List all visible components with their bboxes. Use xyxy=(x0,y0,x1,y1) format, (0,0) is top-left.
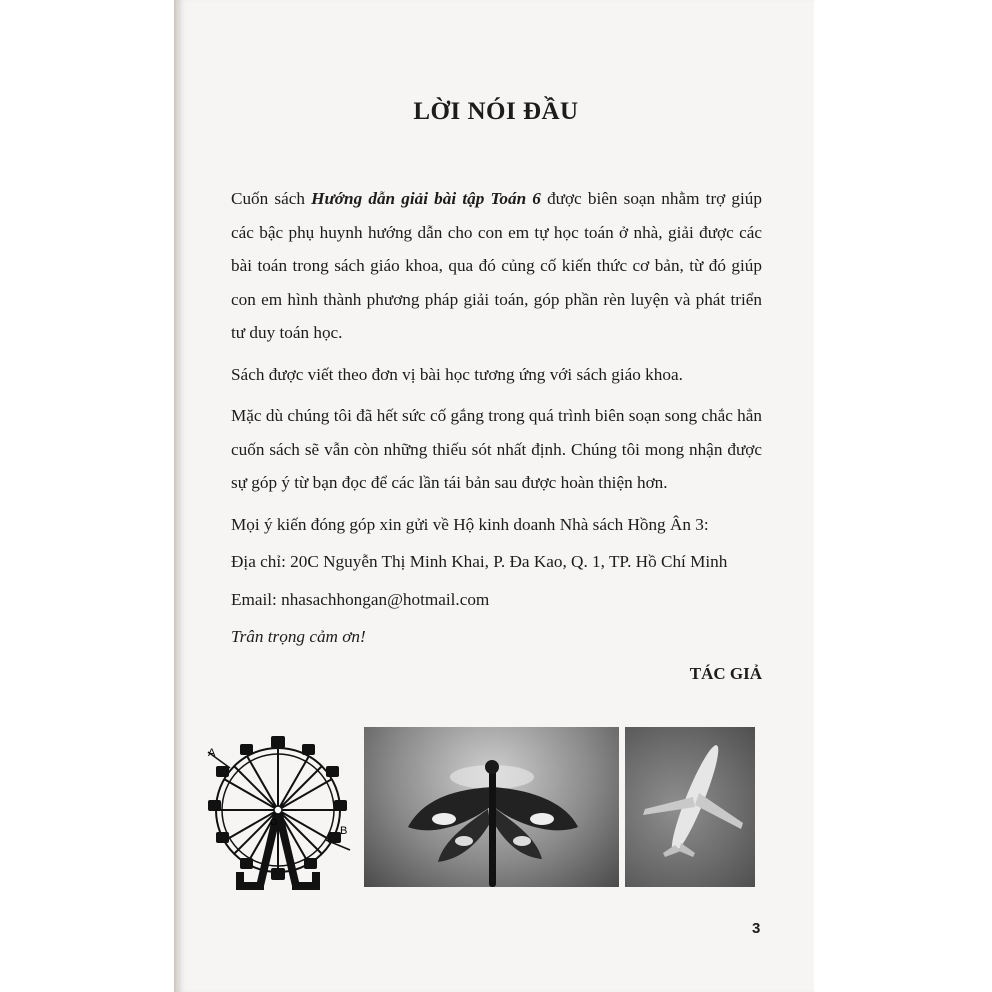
paragraph-structure: Sách được viết theo đơn vị bài học tương ứng với sách giáo khoa. xyxy=(231,364,683,384)
illustrations xyxy=(0,722,992,892)
address-line: Địa chỉ: 20C Nguyễn Thị Minh Khai, P. Đa Kao, Q. 1, TP. Hồ Chí Minh xyxy=(231,552,728,571)
email-line: Email: nhasachhongan@hotmail.com xyxy=(231,589,490,609)
dragonfly-drawing xyxy=(364,727,619,887)
airplane-photo xyxy=(625,727,755,887)
page-title: LỜI NÓI ĐẦU xyxy=(413,98,579,125)
label-a: A xyxy=(208,747,216,759)
book-title: Hướng dẫn giải bài tập Toán 6 xyxy=(311,189,541,208)
preface-body xyxy=(231,182,762,654)
author-signature: TÁC GIẢ xyxy=(689,664,762,683)
paragraph-intro xyxy=(231,182,762,350)
dragonfly-photo xyxy=(364,727,619,887)
intro-text-start: Cuốn sách xyxy=(231,189,312,208)
paragraph-feedback: Mặc dù chúng tôi đã hết sức cố gắng trong quá trình biên soạn song chắc hẳn cuốn sách sẽ vẫn còn những thiếu sót nhất định. Chúng tôi mong nhận được sự góp ý từ bạn đọc để các lần tái bản sau được hoàn thiện hơn. xyxy=(231,406,762,492)
ferris-wheel-illustration xyxy=(200,722,358,900)
intro-text-rest: được biên soạn nhằm trợ giúp các bậc phụ huynh hướng dẫn cho con em tự học toán ở nhà, giải được các bài toán trong sách giáo khoa, qua đó củng cố kiến thức cơ bản, từ đó giúp con em hình thành phương pháp giải toán, góp phần rèn luyện và phát triển tư duy toán học. xyxy=(231,189,762,342)
airplane-drawing xyxy=(625,727,755,887)
label-b: B xyxy=(340,825,348,837)
thanks-line: Trân trọng cảm ơn! xyxy=(231,627,366,646)
paragraph-contact: Mọi ý kiến đóng góp xin gửi về Hộ kinh doanh Nhà sách Hồng Ân 3: xyxy=(231,514,709,534)
page-number: 3 xyxy=(752,920,761,937)
label-o: O xyxy=(270,817,278,827)
